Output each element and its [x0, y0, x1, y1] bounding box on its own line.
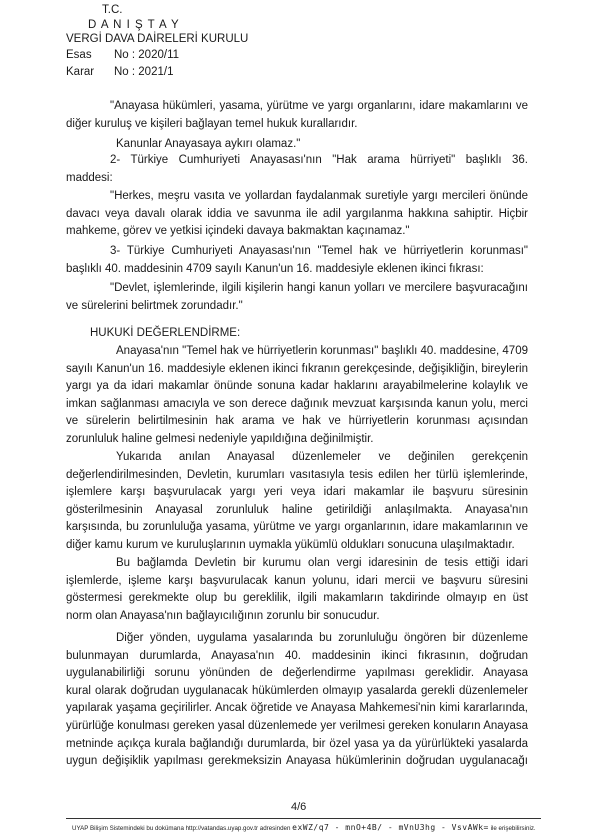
header-board: VERGİ DAVA DAİRELERİ KURULU — [66, 33, 249, 45]
esas-value: No : 2020/11 — [114, 49, 180, 61]
text-line: gösterilmesinin Anayasal zorunluluk haline getirildiği anlaşılmakta. Anayasa'nın — [66, 503, 528, 516]
text-line: "Herkes, meşru vasıta ve yollardan faydalanmak suretiyle yargı mercileri önünde — [110, 190, 528, 202]
text-line: 3- Türkiye Cumhuriyeti Anayasası'nın "Temel hak ve hürriyetlerin korunması" — [110, 245, 528, 257]
text-line: yürürlüğe konulması gereken yasal düzenlemede yer verilmesi gereken konuların Anayasa — [66, 719, 528, 732]
text-line: norm olan Anayasa'nın bağlayıcılığının zorunlu bir sonucudur. — [66, 609, 380, 622]
text-line: yargı ya da idari makamlar önünde sonuna kadar haklarını arayabilmelerine kolaylık ve — [66, 380, 528, 393]
paragraph-6 — [66, 280, 528, 315]
text-line: metninde açıkça kurala bağlandığı durumlarda, bir özel yasa ya da yürürlükteki yasalarda — [66, 737, 528, 750]
text-line: işlemlere karşı başvurulacak yargı yeri veya idari makamlar ile başvuru süresinin — [66, 486, 528, 499]
paragraph-2: Kanunlar Anayasaya aykırı olamaz." — [116, 138, 301, 150]
footer-note — [72, 823, 536, 832]
footer-divider — [66, 818, 541, 819]
text-line: "Devlet, işlemlerinde, ilgili kişilerin hangi kanun yolları ve mercilere başvuracağını — [110, 282, 528, 294]
esas-label: Esas — [66, 49, 92, 61]
text-line: uygun değişiklik yapılması gerekmeksizin Anayasa hükümlerinin doğrudan uygulanacağı — [66, 755, 528, 768]
paragraph-7 — [66, 343, 528, 449]
section-heading: HUKUKİ DEĞERLENDİRME: — [90, 327, 241, 339]
paragraph-5 — [66, 243, 528, 278]
text-line: değerlendirilmesinden, Devletin, kurumları vasıtasıyla tesis edilen her türlü işlemlerinde, — [66, 468, 528, 481]
text-line: ve sürelerin belirtilmesinin hak arama ve hak ve hürriyetlerin korunması açısından — [66, 415, 528, 428]
text-line: Bu bağlamda Devletin bir kurumu olan vergi idaresinin de tesis ettiği idari — [116, 557, 528, 569]
paragraph-8 — [66, 449, 528, 555]
text-line: göstermesi gerekmekte olup bu gereklilik, ilgili makamların takdirinde olmayıp en üst — [66, 592, 528, 605]
paragraph-9 — [66, 555, 528, 625]
page-number: 4/6 — [291, 801, 307, 813]
text-line: başlıklı 40. maddesinin 4709 sayılı Kanun'un 16. maddesiyle eklenen ikinci fıkrası: — [66, 262, 484, 275]
text-line: ve sürelerini belirtmek zorundadır." — [66, 299, 243, 312]
text-line: Diğer yönden, uygulama yasalarında bu zorunluluğu öngören bir düzenleme — [116, 632, 528, 644]
karar-value: No : 2021/1 — [114, 66, 174, 78]
header-institution: D A N I Ş T A Y — [88, 19, 180, 31]
text-line: yapılarak yaşama geçirilirler. Ancak öğretide ve Anayasa Mahkemesi'nin kimi kararlarında, — [66, 702, 528, 715]
verification-code: exWZ/q7 - mnO+4B/ - mVnU3hg - VsvAWk= — [292, 823, 489, 832]
text-line: 2- Türkiye Cumhuriyeti Anayasası'nın "Hak arama hürriyeti" başlıklı 36. — [110, 154, 528, 166]
footer-suffix: ile erişebilirsiniz. — [490, 825, 536, 832]
paragraph-10 — [66, 630, 528, 771]
text-line: diğer kuruluş ve kişileri bağlayan temel hukuk kurallarıdır. — [66, 117, 358, 130]
text-line: zorunluluk haline gelmesi nedeniyle yapıldığına değinilmiştir. — [66, 432, 374, 445]
text-line: davacı veya davalı olarak iddia ve savunma ile adil yargılanma hakkına sahiptir. Hiçbir — [66, 207, 528, 220]
karar-label: Karar — [66, 66, 95, 78]
text-line: bulunmayan durumlarda, Anayasa'nın 40. maddesinin ikinci fıkrasının, doğrudan — [66, 649, 528, 662]
footer-prefix: UYAP Bilişim Sistemindeki bu dokümana http://vatandas.uyap.gov.tr adresinden — [72, 825, 291, 832]
text-line: maddesi: — [66, 171, 113, 184]
text-line: karşısında, bu zorunluluğa yasama, yürütme ve yargı organlarının, idare makamlarının ve — [66, 521, 528, 534]
header-tc: T.C. — [102, 4, 123, 16]
text-line: işlemlerde, işleme karşı başvurulacak kanun yolunu, idari mercii ve başvuru süresini — [66, 574, 528, 587]
paragraph-3 — [66, 152, 528, 187]
text-line: "Anayasa hükümleri, yasama, yürütme ve yargı organlarını, idare makamlarını ve — [110, 100, 528, 112]
text-line: Yukarıda anılan Anayasal düzenlemeler ve değinilen gerekçenin — [116, 451, 528, 463]
text-line: uygulanabilirliği sorunu yönünden de değerlendirme yapılması gereklidir. Anayasa — [66, 667, 528, 680]
text-line: Anayasa'nın "Temel hak ve hürriyetlerin korunması" başlıklı 40. maddesine, 4709 — [116, 345, 528, 357]
text-line: mahkeme, görev ve yetkisi içindeki davaya bakmaktan kaçınamaz." — [66, 225, 410, 238]
paragraph-4 — [66, 188, 528, 241]
text-line: sayılı Kanun'un 16. maddesiyle eklenen ikinci fıkranın gerekçesinde, değişikliğin, bireylerin — [66, 362, 528, 375]
text-line: imkan sağlanması amacıyla ve son derece dağınık mevzuat karşısında kanun yolu, merci — [66, 397, 528, 410]
text-line: diğer kamu kurum ve kuruluşlarının uymakla yükümlü oldukları sonucuna ulaşılmaktadır. — [66, 538, 515, 551]
paragraph-1 — [66, 98, 528, 133]
text-line: kural olarak doğrudan uygulanacak hükümlerden olmayıp yasalarda gerekli düzenlemeler — [66, 684, 528, 697]
